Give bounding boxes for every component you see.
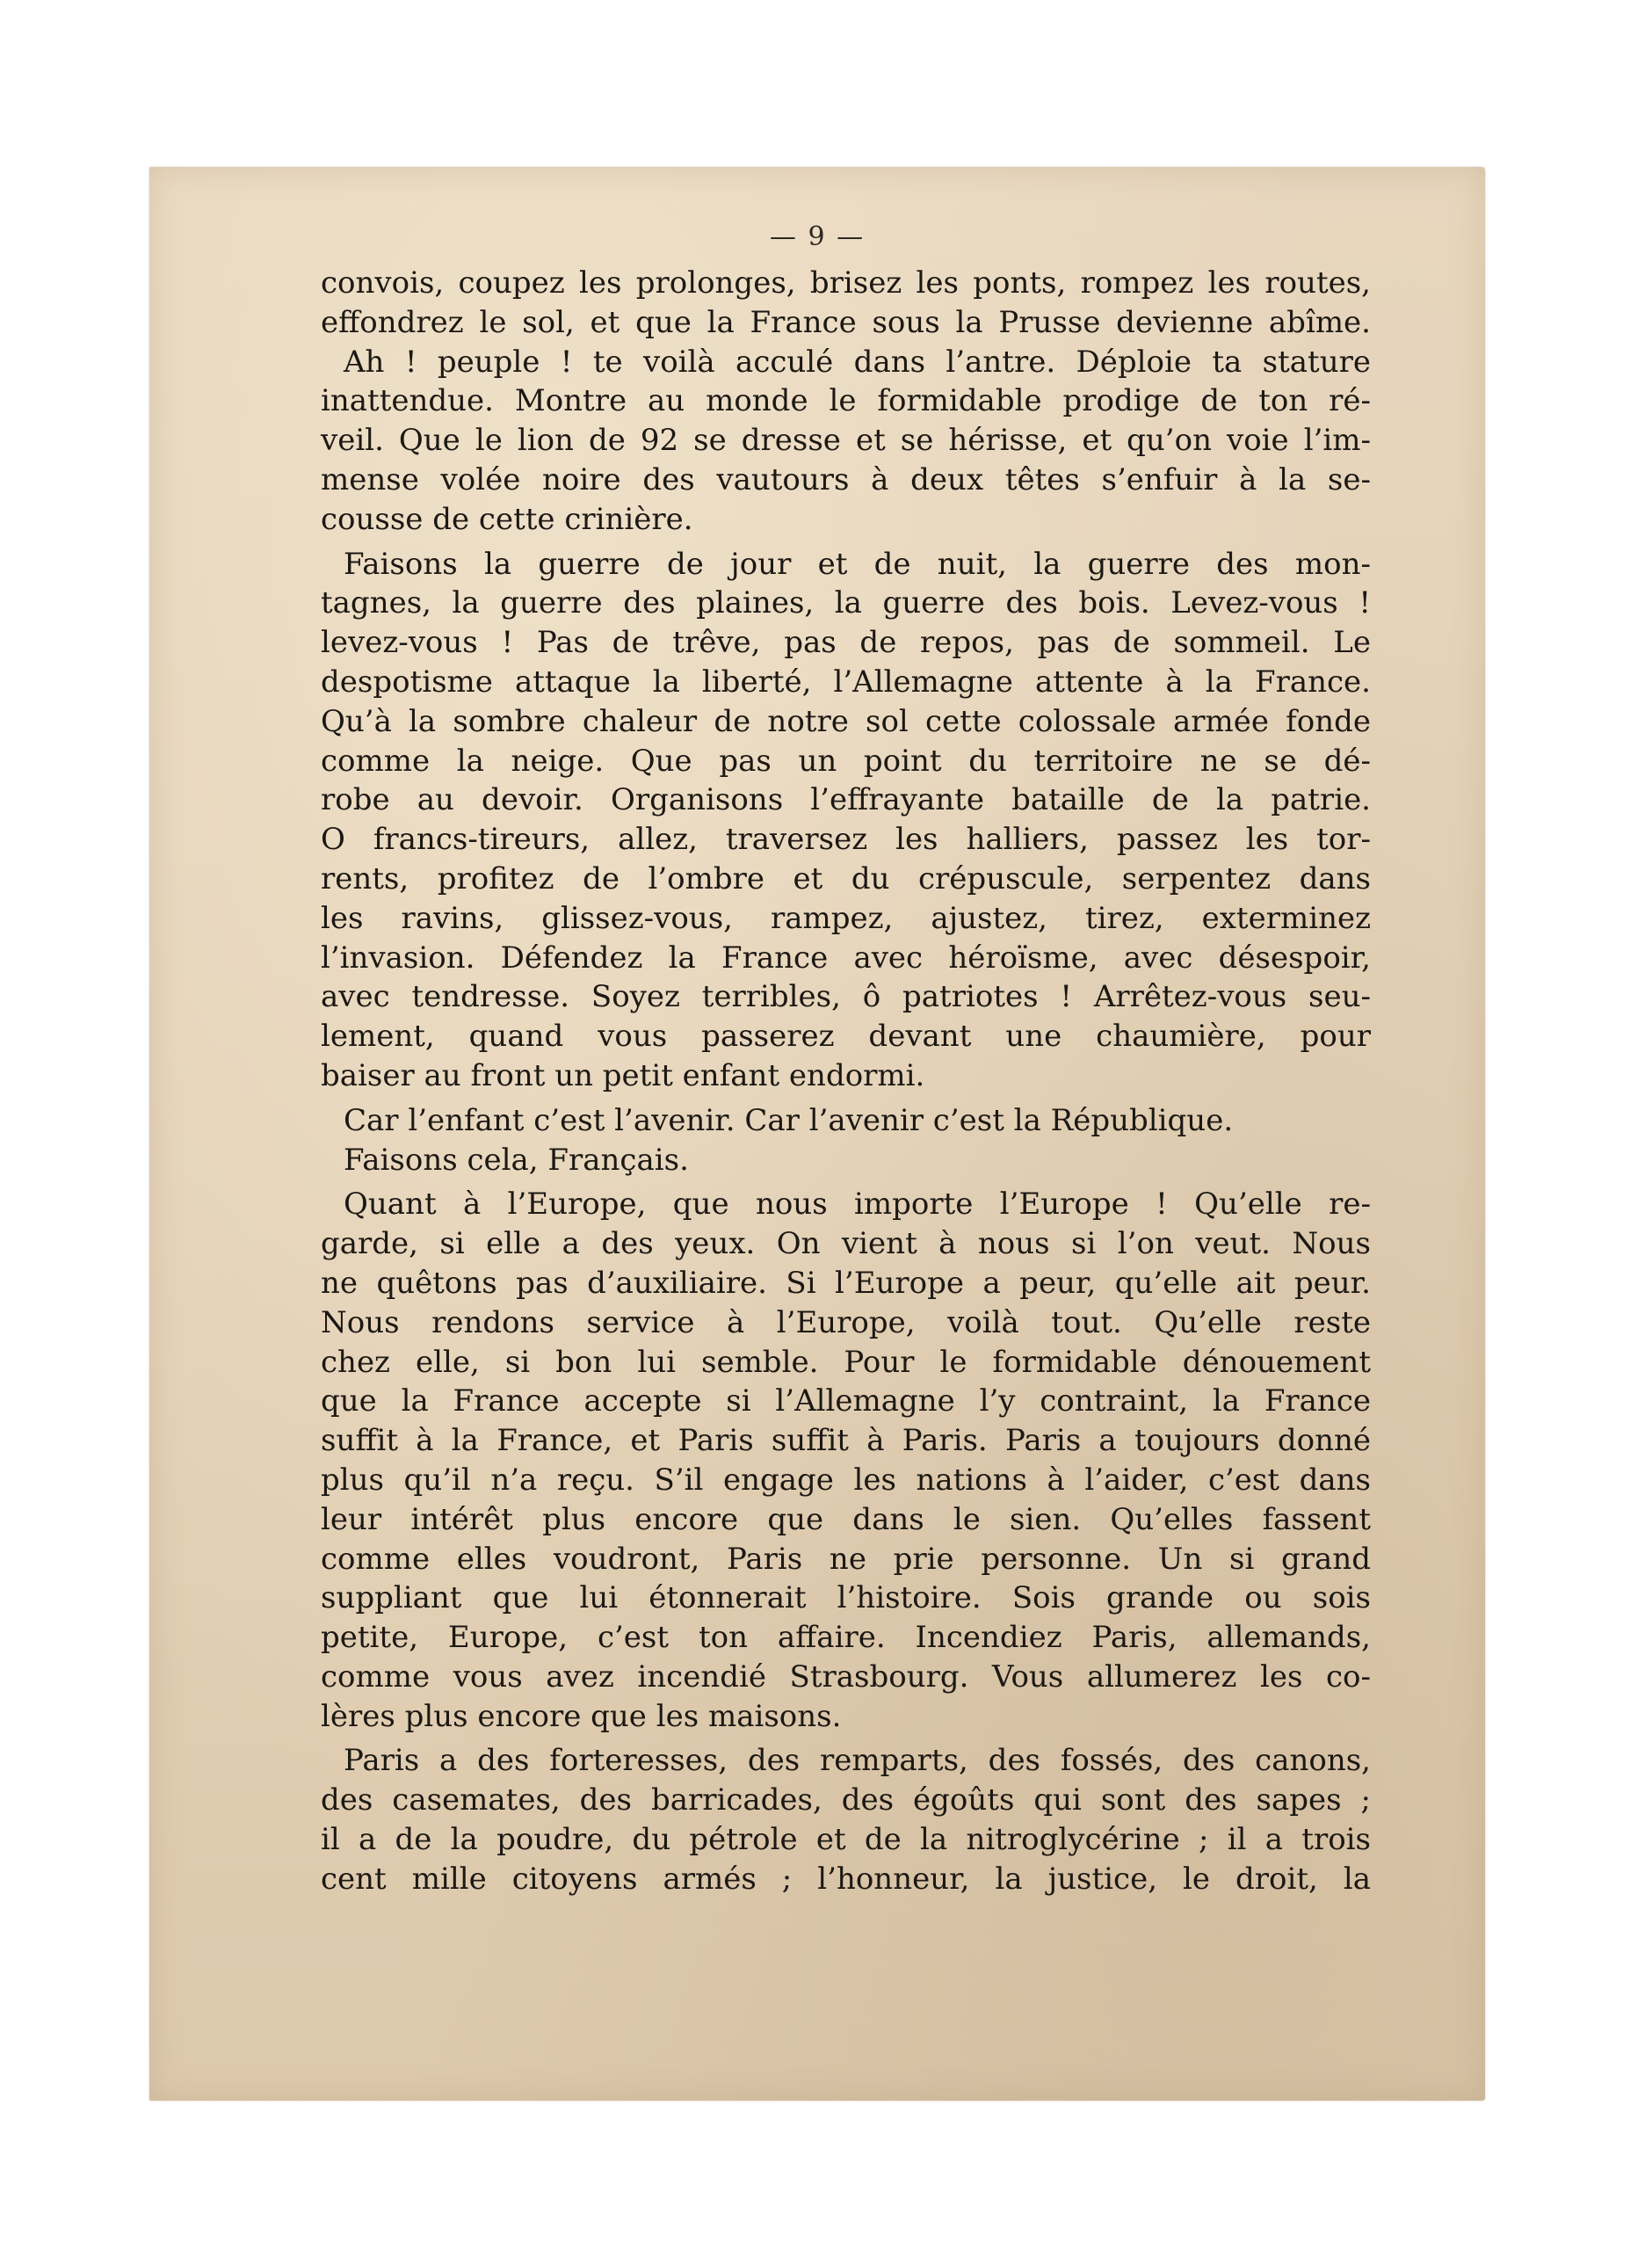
text-line: Paris a des forteresses, des remparts, des fossés, des canons, (344, 1743, 1371, 1779)
text-line: veil. Que le lion de 92 se dresse et se hérisse, et qu’on voie l’im- (321, 423, 1371, 459)
text-line: chez elle, si bon lui semble. Pour le formidable dénouement (321, 1344, 1371, 1380)
page-number: — 9 — (769, 221, 866, 252)
text-line: comme elles voudront, Paris ne prie personne. Un si grand (321, 1541, 1371, 1577)
text-line: O francs-tireurs, allez, traversez les halliers, passez les tor- (321, 822, 1371, 858)
text-line: rents, profitez de l’ombre et du crépuscule, serpentez dans (321, 860, 1371, 896)
text-line: Nous rendons service à l’Europe, voilà tout. Qu’elle reste (321, 1304, 1371, 1340)
text-line: effondrez le sol, et que la France sous la Prusse devienne abîme. (321, 304, 1371, 340)
text-line: Quant à l’Europe, que nous importe l’Europe ! Qu’elle re- (344, 1187, 1371, 1223)
text-line: suffit à la France, et Paris suffit à Paris. Paris a toujours donné (321, 1423, 1371, 1459)
text-line: baiser au front un petit enfant endormi. (321, 1057, 925, 1093)
text-line: Faisons cela, Français. (344, 1142, 689, 1178)
text-line: comme la neige. Que pas un point du territoire ne se dé- (321, 743, 1371, 779)
text-line: inattendue. Montre au monde le formidable prodige de ton ré- (321, 383, 1371, 419)
text-line: convois, coupez les prolonges, brisez les ponts, rompez les routes, (321, 265, 1371, 301)
text-line: que la France accepte si l’Allemagne l’y contraint, la France (321, 1383, 1371, 1419)
text-line: plus qu’il n’a reçu. S’il engage les nations à l’aider, c’est dans (321, 1462, 1371, 1498)
text-line: lères plus encore que les maisons. (321, 1698, 842, 1734)
text-line: comme vous avez incendié Strasbourg. Vous allumerez les co- (321, 1658, 1371, 1695)
text-line: il a de la poudre, du pétrole et de la nitroglycérine ; il a trois (321, 1822, 1371, 1858)
text-line: Qu’à la sombre chaleur de notre sol cette colossale armée fonde (321, 703, 1371, 739)
text-line: suppliant que lui étonnerait l’histoire. Sois grande ou sois (321, 1580, 1371, 1616)
text-line: des casemates, des barricades, des égoûts qui sont des sapes ; (321, 1782, 1371, 1818)
body-text (321, 264, 1371, 1899)
text-line: levez-vous ! Pas de trêve, pas de repos, pas de sommeil. Le (321, 625, 1371, 661)
scanned-page (149, 167, 1485, 2101)
text-line: les ravins, glissez-vous, rampez, ajustez, tirez, exterminez (321, 900, 1371, 936)
text-line: avec tendresse. Soyez terribles, ô patriotes ! Arrêtez-vous seu- (321, 979, 1371, 1015)
text-line: mense volée noire des vautours à deux têtes s’enfuir à la se- (321, 461, 1371, 497)
text-line: Ah ! peuple ! te voilà acculé dans l’antre. Déploie ta stature (344, 344, 1371, 380)
text-line: petite, Europe, c’est ton affaire. Incendiez Paris, allemands, (321, 1620, 1371, 1656)
text-line: lement, quand vous passerez devant une chaumière, pour (321, 1019, 1371, 1055)
text-line: ne quêtons pas d’auxiliaire. Si l’Europe a peur, qu’elle ait peur. (321, 1265, 1371, 1301)
text-line: cent mille citoyens armés ; l’honneur, la justice, le droit, la (321, 1861, 1371, 1897)
text-line: robe au devoir. Organisons l’effrayante bataille de la patrie. (321, 782, 1371, 818)
text-line: l’invasion. Défendez la France avec héroïsme, avec désespoir, (321, 940, 1371, 976)
text-line: leur intérêt plus encore que dans le sien. Qu’elles fassent (321, 1501, 1371, 1537)
text-line: despotisme attaque la liberté, l’Allemagne attente à la France. (321, 664, 1371, 700)
text-line: Faisons la guerre de jour et de nuit, la guerre des mon- (344, 546, 1371, 582)
text-line: Car l’enfant c’est l’avenir. Car l’avenir c’est la République. (344, 1102, 1234, 1138)
text-line: cousse de cette crinière. (321, 501, 693, 537)
text-line: tagnes, la guerre des plaines, la guerre des bois. Levez-vous ! (321, 585, 1371, 621)
text-line: garde, si elle a des yeux. On vient à nous si l’on veut. Nous (321, 1226, 1371, 1262)
